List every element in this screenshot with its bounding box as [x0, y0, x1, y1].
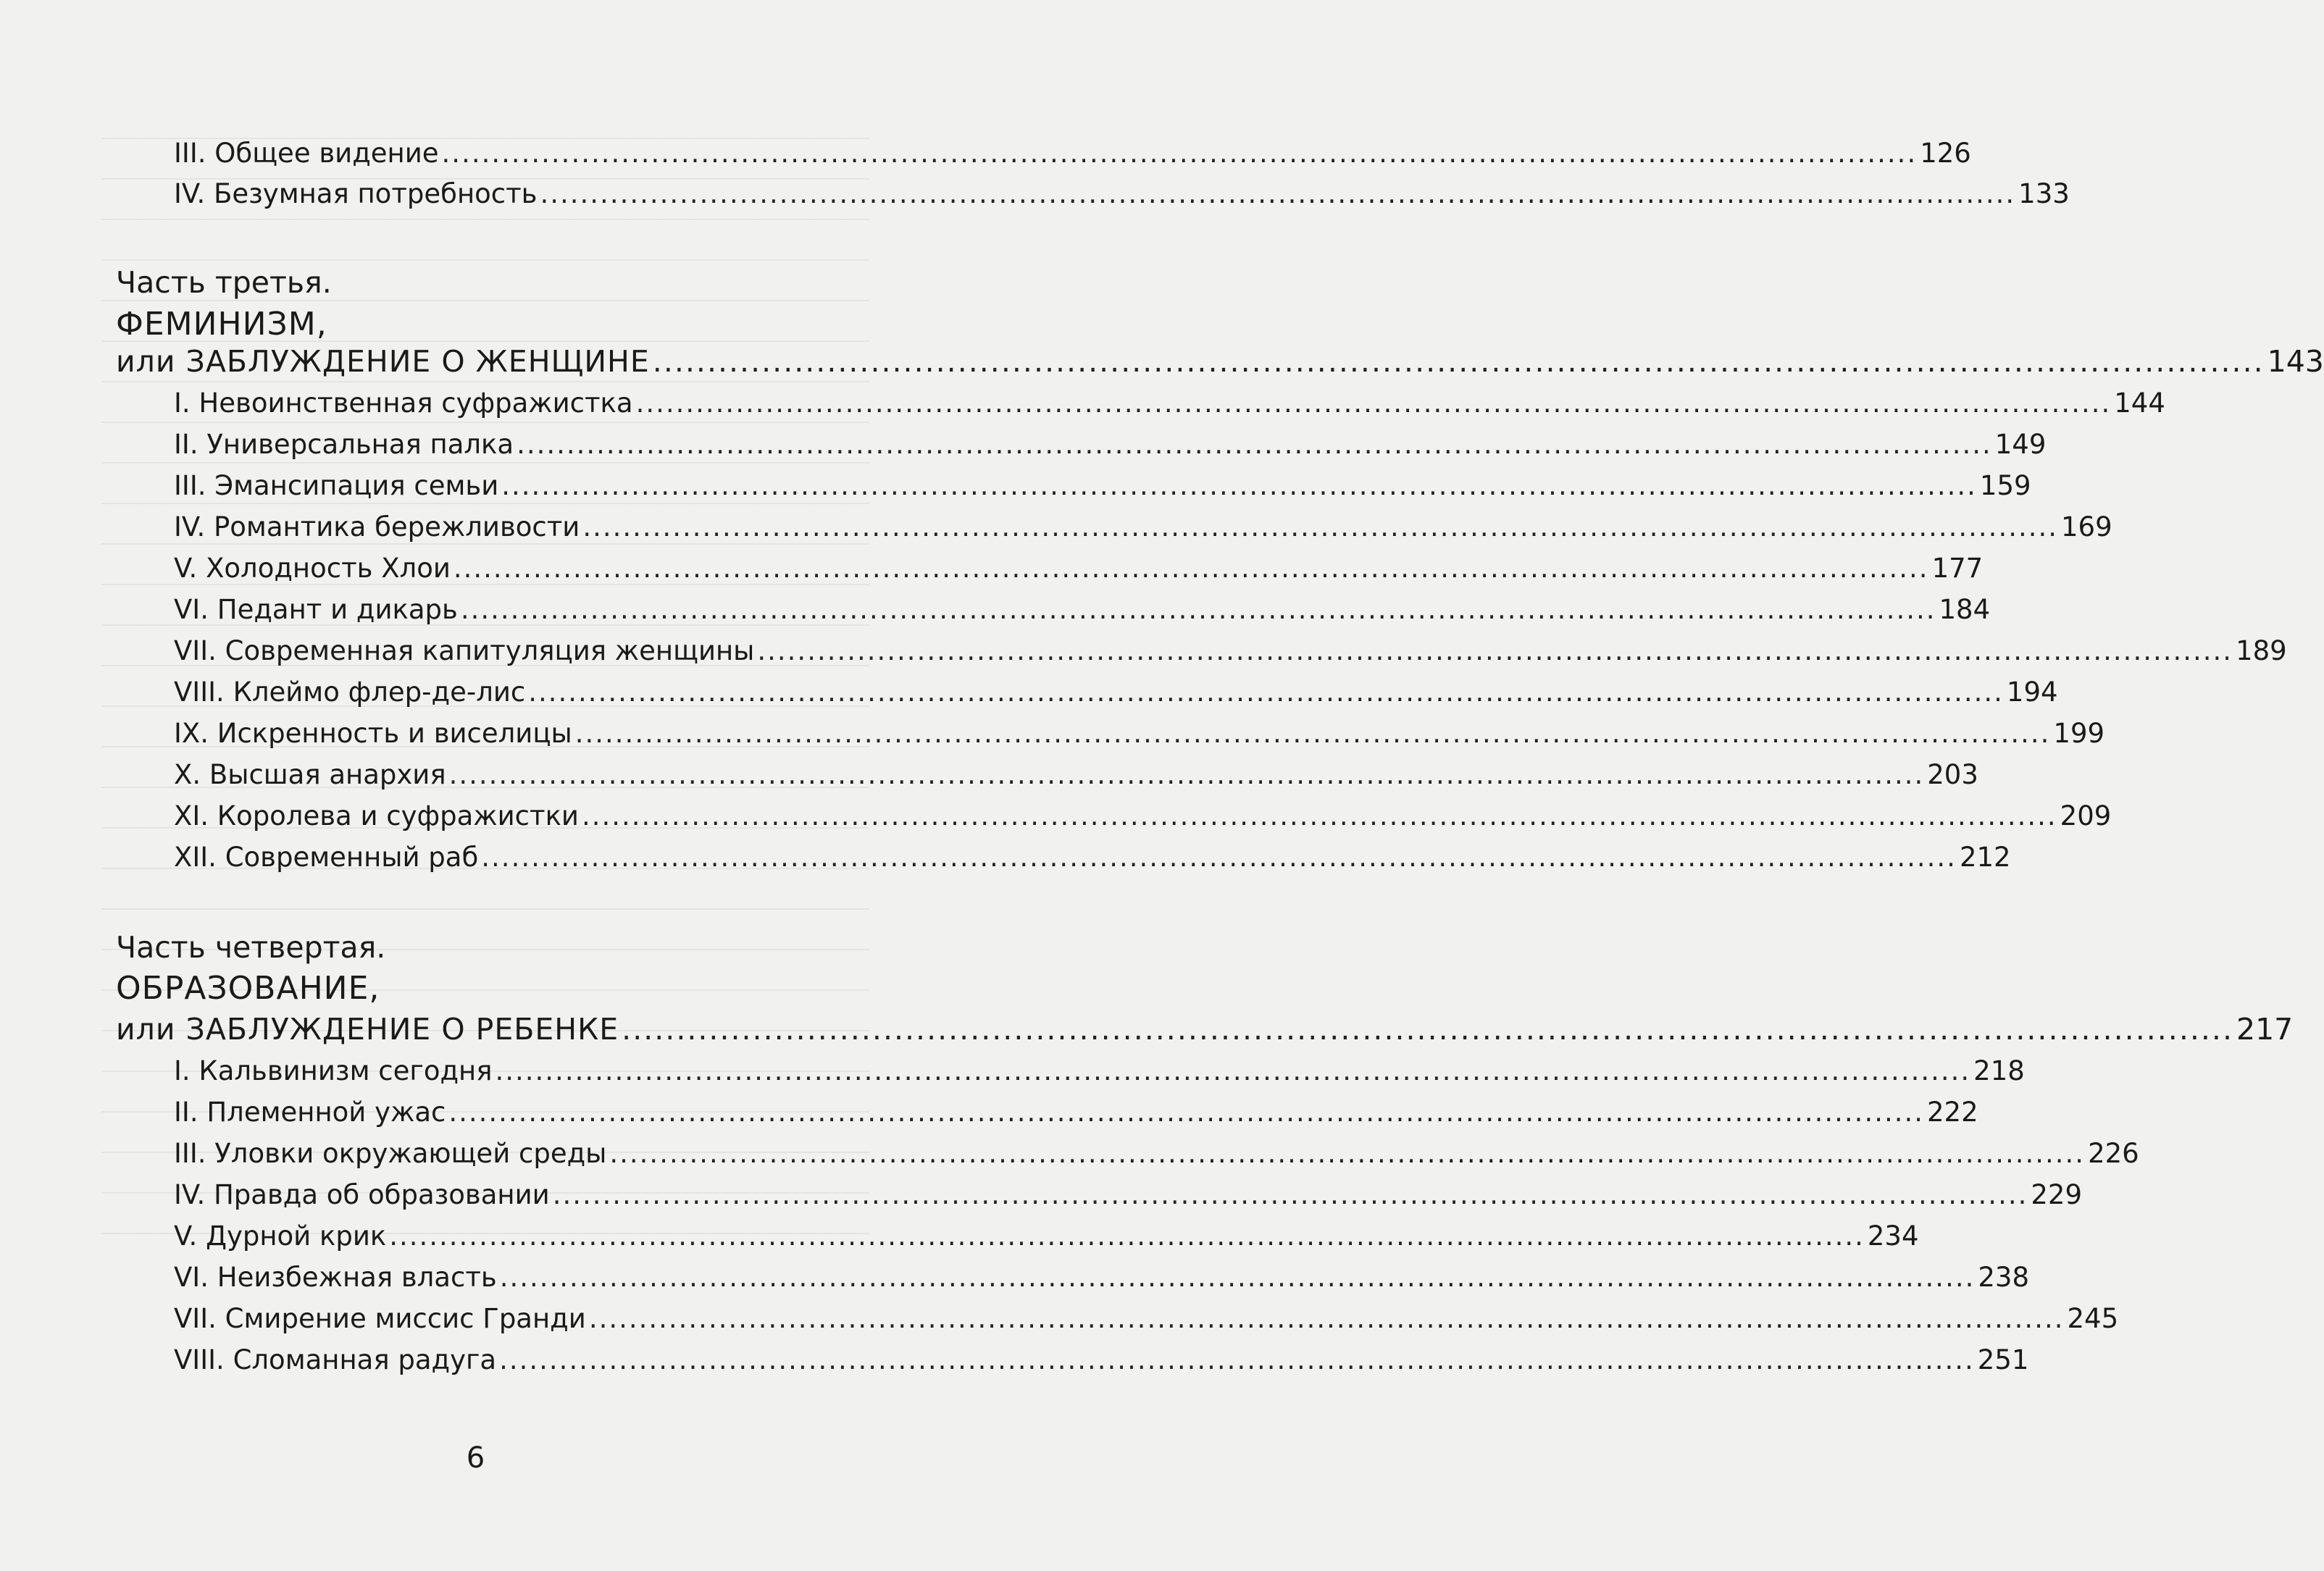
part-subtitle-entry	[116, 342, 2324, 381]
toc-entry	[174, 551, 1984, 586]
toc-entry	[174, 716, 2105, 751]
toc-entry-title: I. Кальвинизм сегодня	[174, 1055, 493, 1086]
leader-dots: ....................................................................................................................................................	[635, 387, 2112, 419]
toc-entry-title: VIII. Сломанная радуга	[174, 1344, 497, 1375]
toc-entry	[174, 136, 1971, 171]
leader-dots: ....................................................................................................................................................	[581, 800, 2057, 831]
leader-dots: ....................................................................................................................................................	[389, 1220, 1865, 1252]
toc-entry	[174, 510, 2112, 545]
part-label: Часть третья.	[116, 265, 332, 300]
toc-entry	[174, 1343, 2029, 1378]
toc-entry-title: II. Племенной ужас	[174, 1097, 446, 1128]
toc-entry-page: 222	[1927, 1097, 1978, 1128]
part-subtitle-entry	[116, 1010, 2294, 1049]
leader-dots: ....................................................................................................................................................	[528, 676, 2004, 708]
toc-entry	[174, 634, 2287, 669]
toc-entry-title: VII. Смирение миссис Гранди	[174, 1303, 586, 1334]
toc-entry-page: 238	[1978, 1262, 2029, 1293]
toc-entry-title: VIII. Клеймо флер-де-лис	[174, 676, 526, 708]
leader-dots: ....................................................................................................................................................	[481, 842, 1957, 873]
leader-dots: ....................................................................................................................................................	[460, 594, 1936, 625]
leader-dots: ....................................................................................................................................................	[441, 138, 1918, 169]
toc-entry	[174, 1136, 2139, 1171]
toc-entry-page: 177	[1931, 553, 1984, 584]
toc-entry-title: III. Эмансипация семьи	[174, 470, 499, 501]
toc-entry-title: III. Уловки окружающей среды	[174, 1138, 607, 1169]
toc-entry-page: 194	[2006, 676, 2058, 708]
toc-entry	[174, 1219, 1919, 1254]
toc-entry-page: 226	[2088, 1138, 2139, 1169]
toc-entry-page: 126	[1920, 138, 1971, 169]
toc-entry	[174, 675, 2058, 710]
toc-entry	[174, 1095, 1978, 1130]
toc-entry-page: 245	[2067, 1303, 2119, 1334]
leader-dots: ....................................................................................................................................................	[448, 759, 1925, 790]
toc-entry-title: V. Холодность Хлои	[174, 553, 451, 584]
toc-entry-page: 218	[1973, 1055, 2025, 1086]
toc-entry-title: V. Дурной крик	[174, 1220, 387, 1252]
toc-entry-page: 212	[1959, 842, 2011, 873]
toc-entry	[174, 386, 2165, 421]
leader-dots: ....................................................................................................................................................	[757, 635, 2233, 666]
toc-entry	[174, 1302, 2119, 1336]
toc-entry-page: 144	[2114, 387, 2165, 419]
toc-entry-title: VII. Современная капитуляция женщины	[174, 635, 755, 666]
part-subtitle-page: 217	[2236, 1012, 2294, 1047]
part-heading: ОБРАЗОВАНИЕ,	[116, 970, 380, 1007]
part-label: Часть четвертая.	[116, 930, 386, 965]
toc-entry-title: IV. Правда об образовании	[174, 1179, 550, 1210]
toc-entry	[174, 1054, 2025, 1089]
leader-dots: ....................................................................................................................................................	[495, 1055, 1971, 1086]
toc-entry	[174, 799, 2112, 834]
leader-dots: ....................................................................................................................................................	[574, 718, 2051, 749]
leader-dots: ....................................................................................................................................................	[552, 1179, 2028, 1210]
toc-entry	[174, 592, 1991, 627]
toc-entry-page: 203	[1927, 759, 1978, 790]
leader-dots: ....................................................................................................................................................	[499, 1262, 1976, 1293]
leader-dots: ....................................................................................................................................................	[453, 553, 1929, 584]
toc-entry-page: 234	[1867, 1220, 1919, 1252]
toc-entry	[174, 427, 2047, 462]
leader-dots: ....................................................................................................................................................	[517, 429, 1992, 460]
toc-entry-page: 209	[2060, 800, 2112, 831]
toc-entry-page: 229	[2031, 1179, 2082, 1210]
leader-dots: ....................................................................................................................................................	[501, 470, 1977, 501]
toc-entry	[174, 840, 2011, 875]
toc-entry	[174, 469, 2031, 503]
leader-dots: ....................................................................................................................................................	[448, 1097, 1925, 1128]
leader-dots: ....................................................................................................................................................	[652, 344, 2265, 379]
toc-entry-title: II. Универсальная палка	[174, 429, 514, 460]
toc-entry-page: 199	[2053, 718, 2105, 749]
toc-entry-title: I. Невоинственная суфражистка	[174, 387, 633, 419]
toc-entry-page: 251	[1977, 1344, 2029, 1375]
toc-entry-title: IV. Романтика бережливости	[174, 511, 580, 542]
toc-entry	[174, 177, 2070, 211]
toc-entry-title: IX. Искренность и виселицы	[174, 718, 572, 749]
leader-dots: ....................................................................................................................................................	[499, 1344, 1975, 1375]
toc-entry-title: XII. Современный раб	[174, 842, 479, 873]
leader-dots: ....................................................................................................................................................	[588, 1303, 2065, 1334]
toc-entry-page: 149	[1994, 429, 2047, 460]
toc-entry-page: 169	[2061, 511, 2112, 542]
toc-entry-page: 159	[1979, 470, 2031, 501]
leader-dots: ....................................................................................................................................................	[609, 1138, 2086, 1169]
toc-entry	[174, 758, 1978, 792]
part-subtitle-page: 143	[2267, 344, 2324, 379]
toc-entry-title: VI. Неизбежная власть	[174, 1262, 497, 1293]
part-subtitle: или ЗАБЛУЖДЕНИЕ О ЖЕНЩИНЕ	[116, 344, 650, 379]
toc-entry-title: IV. Безумная потребность	[174, 178, 538, 209]
toc-entry-title: X. Высшая анархия	[174, 759, 446, 790]
part-subtitle: или ЗАБЛУЖДЕНИЕ О РЕБЕНКЕ	[116, 1012, 619, 1047]
leader-dots: ....................................................................................................................................................	[622, 1012, 2233, 1047]
toc-entry-title: VI. Педант и дикарь	[174, 594, 458, 625]
toc-entry-title: XI. Королева и суфражистки	[174, 800, 579, 831]
leader-dots: ....................................................................................................................................................	[540, 178, 2016, 209]
toc-entry-page: 133	[2018, 178, 2070, 209]
toc-entry	[174, 1260, 2029, 1295]
toc-entry-page: 184	[1939, 594, 1991, 625]
part-heading: ФЕМИНИЗМ,	[116, 306, 327, 343]
toc-entry	[174, 1178, 2082, 1212]
toc-entry-page: 189	[2236, 635, 2287, 666]
toc-entry-title: III. Общее видение	[174, 138, 439, 169]
page-number: 6	[466, 1441, 485, 1475]
leader-dots: ....................................................................................................................................................	[582, 511, 2059, 542]
